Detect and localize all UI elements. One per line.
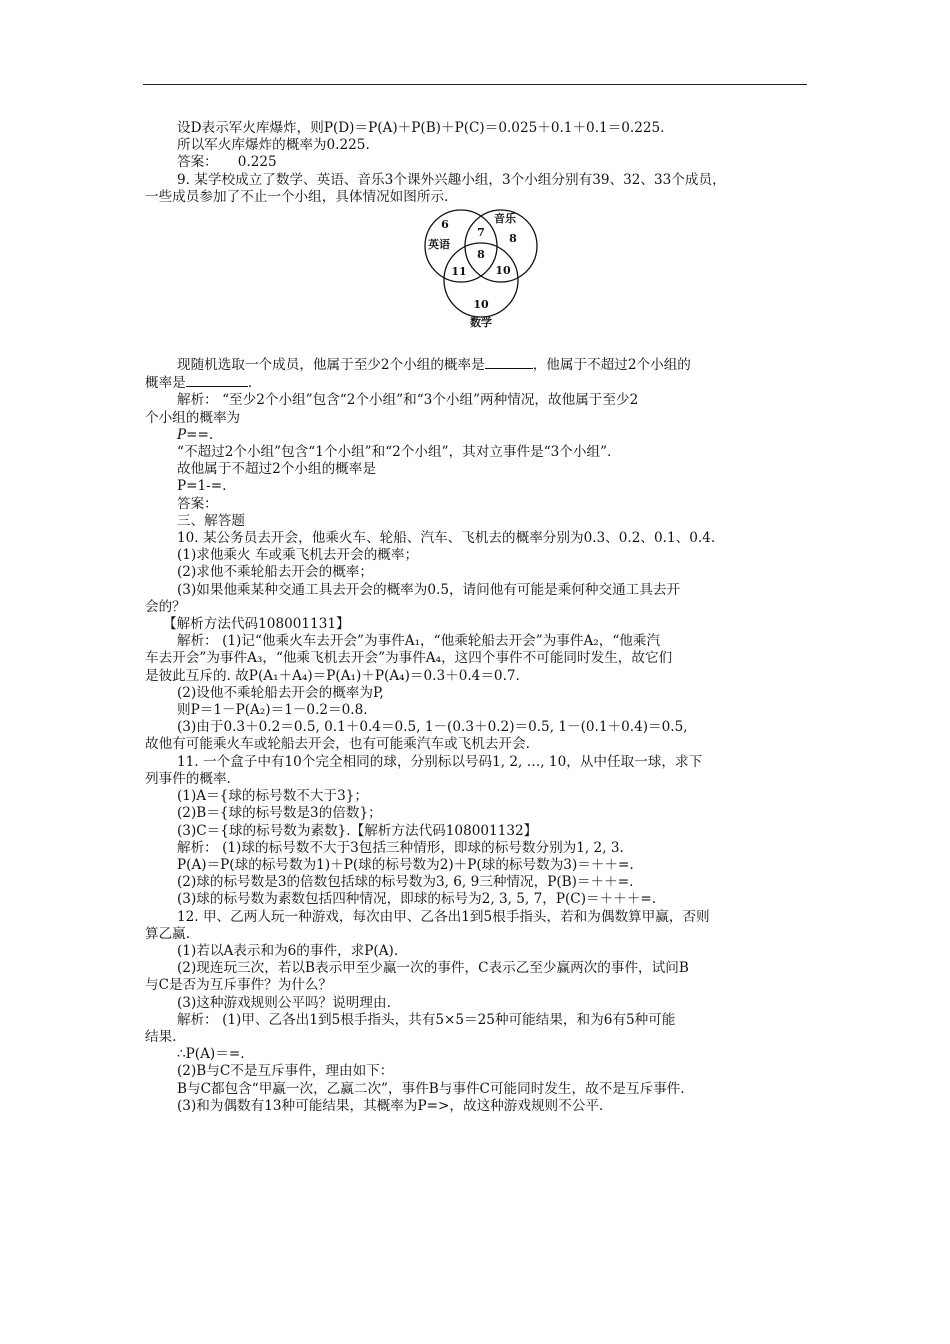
venn-only-music: 8 [509,232,517,246]
answer-label: 答案： [177,154,218,171]
question-10-line: 会的？ [145,598,186,615]
solution-line: 解析： (1)球的标号数不大于3包括三种情形，即球的标号数分别为1, 2, 3. [177,839,624,856]
question-11-line: (1)A＝{球的标号数不大于3}； [177,788,368,805]
text-line: 所以军火库爆炸的概率为0.225. [177,137,370,154]
solution-line: 车去开会”为事件A₃，“他乘飞机去开会”为事件A₄，这四个事件不可能同时发生，故它们 [145,650,673,667]
solution-line: P=1-=. [177,478,227,495]
question-9-line: 现随机选取一个成员，他属于至少2个小组的概率是 ，他属于不超过2个小组的 [177,357,691,374]
solution-line: (2)球的标号数是3的倍数包括球的标号数为3, 6, 9三种情况，P(B)＝＋＋=. [177,874,634,891]
solution-line: 解析： (1)甲、乙各出1到5根手指头，共有5×5＝25种可能结果，和为6有5种可能 [177,1011,676,1028]
answer-blank [186,374,248,387]
solution-line: 结果. [145,1028,177,1045]
solution-line: B与C都包含“甲赢一次，乙赢二次”，事件B与事件C可能同时发生，故不是互斥事件. [177,1080,685,1097]
question-10-line: (2)求他不乘轮船去开会的概率； [177,564,373,581]
question-10-line: 10. 某公务员去开会，他乘火车、轮船、汽车、飞机去的概率分别为0.3、0.2、0.1、0.4. [177,530,716,547]
solution-line: 则P＝1－P(A₂)＝1－0.2＝0.8. [177,702,368,719]
question-12-line: (2)现连玩三次，若以B表示甲至少赢一次的事件，C表示乙至少赢两次的事件，试问B [177,960,689,977]
section-heading: 三、解答题 [177,512,245,529]
text-line: 设D表示军火库爆炸，则P(D)＝P(A)＋P(B)＋P(C)＝0.025＋0.1＋0.1＝0.225. [177,120,665,136]
venn-music-math: 10 [495,264,511,278]
answer-line: 答案： [177,495,218,512]
question-12-line: 算乙赢. [145,925,191,942]
document-body [145,120,810,1115]
question-11-line: 11. 一个盒子中有10个完全相同的球，分别标以号码1, 2, …, 10，从中任取一球，求下 [177,753,703,770]
venn-diagram [423,208,539,348]
question-9-line: 概率是 . [145,375,253,392]
question-11-line: (3)C＝{球的标号数为素数}.【解析方法代码108001132】 [177,822,538,839]
solution-line: 是彼此互斥的. 故P(A₁＋A₄)＝P(A₁)＋P(A₄)＝0.3＋0.4＝0.7. [145,667,520,684]
question-11-line: (2)B＝{球的标号数是3的倍数}； [177,805,382,822]
question-12-line: 12. 甲、乙两人玩一种游戏，每次由甲、乙各出1到5根手指头，若和为偶数算甲赢，否则 [177,908,710,925]
venn-music-label: 音乐 [494,212,516,226]
question-12-line: 与C是否为互斥事件？为什么？ [145,977,333,994]
question-9-line: 一些成员参加了不止一个小组，具体情况如图所示. [145,188,449,205]
solution-line: “不超过2个小组”包含“1个小组”和“2个小组”，其对立事件是“3个小组”. [177,444,612,461]
venn-all-three: 8 [477,248,485,262]
method-code: 【解析方法代码108001131】 [163,616,350,633]
question-11-line: 列事件的概率. [145,770,231,787]
solution-line: 故他属于不超过2个小组的概率是 [177,461,376,478]
solution-line: 故他有可能乘火车或轮船去开会，也有可能乘汽车或飞机去开会. [145,736,530,753]
solution-line: (2)设他不乘轮船去开会的概率为P, [177,684,384,701]
solution-line: (2)B与C不是互斥事件，理由如下： [177,1063,394,1080]
solution-line: (3)由于0.3＋0.2＝0.5, 0.1＋0.4＝0.5, 1－(0.3＋0.2)＝0.5, 1－(0.1＋0.4)＝0.5, [177,719,688,736]
header-rule [143,84,807,85]
solution-line: (3)和为偶数有13种可能结果，其概率为P=>，故这种游戏规则不公平. [177,1097,604,1114]
answer-blank [485,356,533,369]
solution-line: 解析： (1)记“他乘火车去开会”为事件A₁，“他乘轮船去开会”为事件A₂，“他乘汽 [177,633,661,650]
solution-line: (3)球的标号数为素数包括四种情况，即球的标号为2, 3, 5, 7，P(C)＝＋＋＋=. [177,891,657,908]
question-12-line: (3)这种游戏规则公平吗？说明理由. [177,994,391,1011]
solution-line: 个小组的概率为 [145,409,241,426]
venn-only-math: 10 [473,298,489,312]
solution-line: P(A)＝P(球的标号数为1)＋P(球的标号数为2)＋P(球的标号数为3)＝＋＋=. [177,856,634,873]
venn-only-english: 6 [441,218,449,232]
question-10-line: (3)如果他乘某种交通工具去开会的概率为0.5，请问他有可能是乘何种交通工具去开 [177,581,681,598]
solution-line: ∴P(A)＝=. [177,1046,245,1063]
answer-line [145,154,810,171]
venn-english-math: 11 [451,265,467,279]
question-12-line: (1)若以A表示和为6的事件，求P(A). [177,942,399,959]
answer-value: 0.225 [237,154,277,171]
venn-english-music: 7 [477,226,485,240]
solution-line: P==. [177,426,214,443]
question-9-line: 9. 某学校成立了数学、英语、音乐3个课外兴趣小组，3个小组分别有39、32、33个成员， [177,171,726,188]
solution-line: 解析： “至少2个小组”包含“2个小组”和“3个小组”两种情况，故他属于至少2 [177,392,639,409]
venn-diagram-container [145,208,810,350]
venn-math-label: 数学 [470,316,492,330]
venn-english-label: 英语 [428,238,450,252]
question-10-line: (1)求他乘火 车或乘飞机去开会的概率； [177,547,419,564]
